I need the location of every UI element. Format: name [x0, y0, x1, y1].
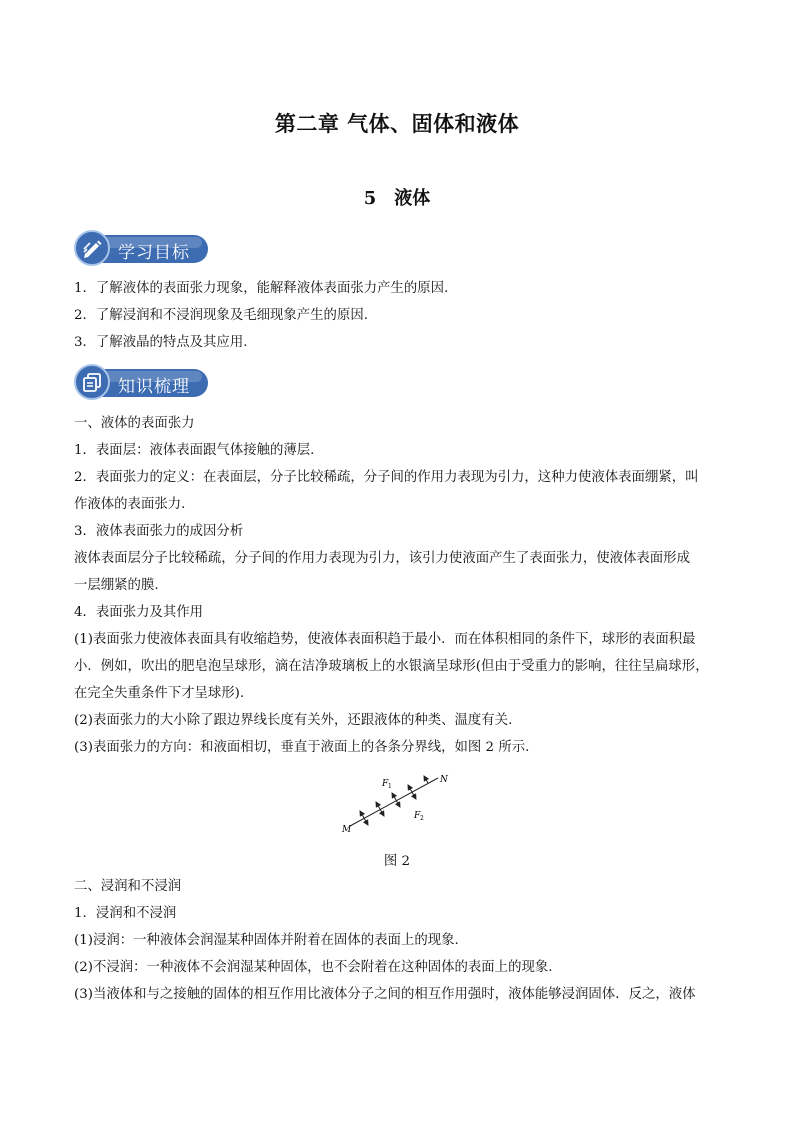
surface-tension-figure [338, 766, 460, 838]
pencil-icon [74, 230, 110, 266]
label-f1: F [382, 779, 389, 789]
text-line: 液体表面层分子比较稀疏，分子间的作用力表现为引力，该引力使液面产生了表面张力，使液体表面形成 [74, 551, 690, 566]
goal-item: 3．了解液晶的特点及其应用. [74, 335, 248, 350]
text-line: 作液体的表面张力. [74, 497, 186, 512]
label-f1-sub: 1 [388, 783, 392, 790]
badge-label: 知识梳理 [118, 377, 190, 397]
learning-goals-badge [74, 230, 214, 268]
text-line: (1)浸润：一种液体会润湿某种固体并附着在固体的表面上的现象. [74, 933, 459, 948]
text-line: (2)表面张力的大小除了跟边界线长度有关外，还跟液体的种类、温度有关. [74, 713, 513, 728]
figure-caption: 图 2 [383, 854, 411, 869]
text-line: (3)当液体和与之接触的固体的相互作用比液体分子之间的相互作用强时，液体能够浸润固体．反之，液体 [74, 987, 696, 1002]
text-line: 在完全失重条件下才呈球形). [74, 686, 245, 701]
label-m: M [342, 825, 352, 835]
section-name: 液体 [394, 188, 431, 209]
label-n: N [440, 775, 448, 785]
text-line: 二、浸润和不浸润 [74, 879, 182, 894]
text-line: 小．例如，吹出的肥皂泡呈球形，滴在洁净玻璃板上的水银滴呈球形(但由于受重力的影响，往往呈扁球形， [74, 659, 709, 674]
goal-item: 2．了解浸润和不浸润现象及毛细现象产生的原因. [74, 308, 368, 323]
text-line: 3．液体表面张力的成因分析 [74, 524, 244, 539]
documents-icon [74, 364, 110, 400]
goal-item: 1．了解液体的表面张力现象，能解释液体表面张力产生的原因. [74, 281, 449, 296]
knowledge-review-badge [74, 364, 214, 402]
section-number: 5 [363, 188, 377, 209]
text-line: (1)表面张力使液体表面具有收缩趋势，使液体表面积趋于最小．而在体积相同的条件下，球形的表面积最 [74, 632, 696, 647]
text-line: (3)表面张力的方向：和液面相切，垂直于液面上的各条分界线，如图 2 所示. [74, 740, 530, 755]
text-line: 一、液体的表面张力 [74, 416, 195, 431]
chapter-title: 第二章 气体、固体和液体 [274, 111, 520, 136]
label-f2: F [414, 811, 421, 821]
section-title [0, 184, 794, 210]
text-line: 2．表面张力的定义：在表面层，分子比较稀疏，分子间的作用力表现为引力，这种力使液体表面绷紧，叫 [74, 470, 699, 485]
label-f2-sub: 2 [420, 815, 424, 822]
text-line: 1．浸润和不浸润 [74, 906, 177, 921]
text-line: 4．表面张力及其作用 [74, 605, 204, 620]
text-line: 1．表面层：液体表面跟气体接触的薄层. [74, 443, 315, 458]
badge-label: 学习目标 [118, 243, 190, 263]
text-line: (2)不浸润：一种液体不会润湿某种固体，也不会附着在这种固体的表面上的现象. [74, 960, 553, 975]
boundary-line [350, 778, 438, 826]
text-line: 一层绷紧的膜. [74, 578, 159, 593]
